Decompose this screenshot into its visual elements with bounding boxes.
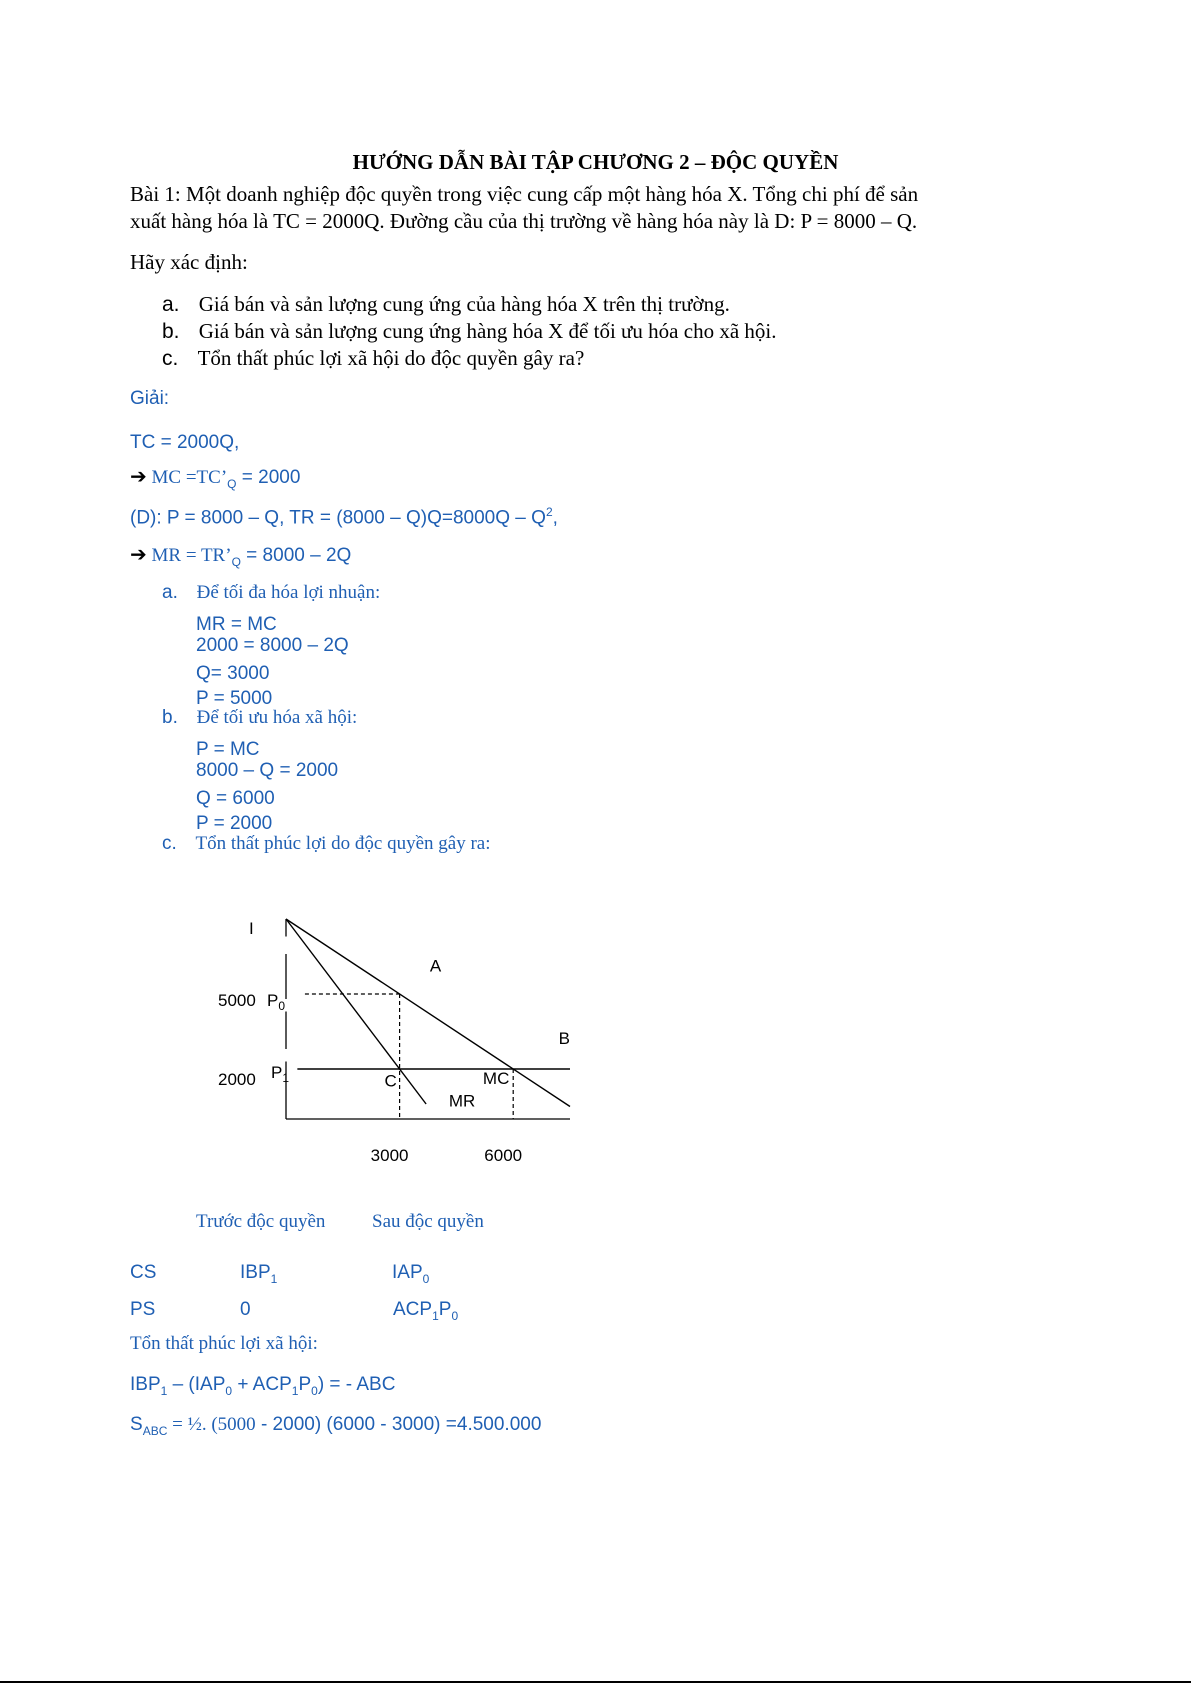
part-a-line: P = 5000: [196, 688, 273, 709]
mc-line: ➔ MC $=TC’_Q = 2000$: [130, 464, 301, 491]
part-a-line: 2000 = 8000 – 2Q: [196, 635, 349, 656]
part-a-line: MR = MC: [196, 614, 277, 635]
y-label-p1: $P_1$: [271, 1063, 290, 1085]
part-b-line: 8000 – Q = 2000: [196, 760, 339, 781]
part-b-heading: b. Để tối ưu hóa xã hội:: [162, 707, 358, 728]
chart-annotation-a: A: [429, 956, 442, 976]
welfare-equation-1: $IBP_1 - (IAP_0 + ACP_1P_0)$ = - ABC: [130, 1374, 396, 1398]
cell-after: $IAP_0$: [392, 1262, 430, 1286]
part-a-line: Q= 3000: [196, 663, 270, 684]
series-line-mr: [286, 919, 426, 1104]
problem-line-2: xuất hàng hóa là TC = 2000Q. Đường cầu của thị trường về hàng hóa này là D: P = 8000 – Q.: [130, 209, 918, 233]
column-header-before: Trước độc quyền: [196, 1211, 326, 1232]
question-marker: a.: [162, 293, 180, 316]
x-tick-label: 3000: [370, 1146, 409, 1165]
y-label-p0: $P_0$: [267, 991, 286, 1013]
tc-line: TC = 2000Q,: [130, 432, 240, 453]
y-tick-label-5000: 5000: [218, 991, 256, 1010]
y-tick-label-2000: 2000: [218, 1070, 256, 1089]
question-text: Giá bán và sản lượng cung ứng hàng hóa X để tối ưu hóa cho xã hội.: [198, 319, 777, 343]
question-text: Tổn thất phúc lợi xã hội do độc quyền gây ra?: [197, 346, 585, 370]
y-label-top: I: [249, 919, 254, 938]
question-text: Giá bán và sản lượng cung ứng của hàng hóa X trên thị trường.: [198, 292, 730, 316]
solution-heading: Giải:: [130, 388, 170, 409]
chart-annotation-b: B: [558, 1029, 570, 1048]
chart-annotation-mr: MR: [448, 1091, 476, 1111]
part-c-heading: c. Tổn thất phúc lợi do độc quyền gây ra:: [162, 833, 491, 854]
question-marker: c.: [162, 347, 179, 370]
arrow-icon: ➔: [130, 542, 147, 566]
demand-line: (D): P = 8000 – Q, TR = $(8000 - Q)Q=8000Q - Q^2$,: [130, 505, 558, 529]
cell-after: $ACP_1P_0$: [393, 1299, 459, 1323]
question-marker: b.: [162, 320, 180, 343]
welfare-equation-2: $S_{ABC}$ = ½. (5000 - 2000) (6000 - 3000) =4.500.000: [130, 1414, 542, 1438]
mr-line: ➔ MR = $TR’_Q = 8000 - 2Q$: [130, 542, 352, 569]
page-bottom-rule: [0, 1681, 1191, 1683]
problem-line-1: Bài 1: Một doanh nghiệp độc quyền trong việc cung cấp một hàng hóa X. Tổng chi phí để sản: [130, 182, 919, 206]
part-b-line: P = MC: [196, 739, 260, 760]
chart-annotation-mc: MC: [482, 1069, 510, 1088]
chart-annotation-c: C: [384, 1071, 397, 1091]
problem-prompt: Hãy xác định:: [130, 250, 248, 274]
row-label: PS: [130, 1299, 156, 1320]
page-title: HƯỚNG DẪN BÀI TẬP CHƯƠNG 2 – ĐỘC QUYỀN: [352, 150, 839, 174]
part-b-line: Q = 6000: [196, 788, 275, 809]
series-line-d: [286, 919, 570, 1107]
row-label: CS: [130, 1262, 157, 1283]
x-tick-label: 6000: [484, 1146, 523, 1165]
cell-before: 0: [240, 1299, 251, 1320]
cell-before: $IBP_1$: [240, 1262, 278, 1286]
part-a-heading: a. Để tối đa hóa lợi nhuận:: [162, 582, 381, 603]
arrow-icon: ➔: [130, 464, 147, 488]
welfare-heading: Tổn thất phúc lợi xã hội:: [130, 1333, 318, 1354]
column-header-after: Sau độc quyền: [372, 1211, 484, 1232]
part-b-line: P = 2000: [196, 813, 273, 834]
